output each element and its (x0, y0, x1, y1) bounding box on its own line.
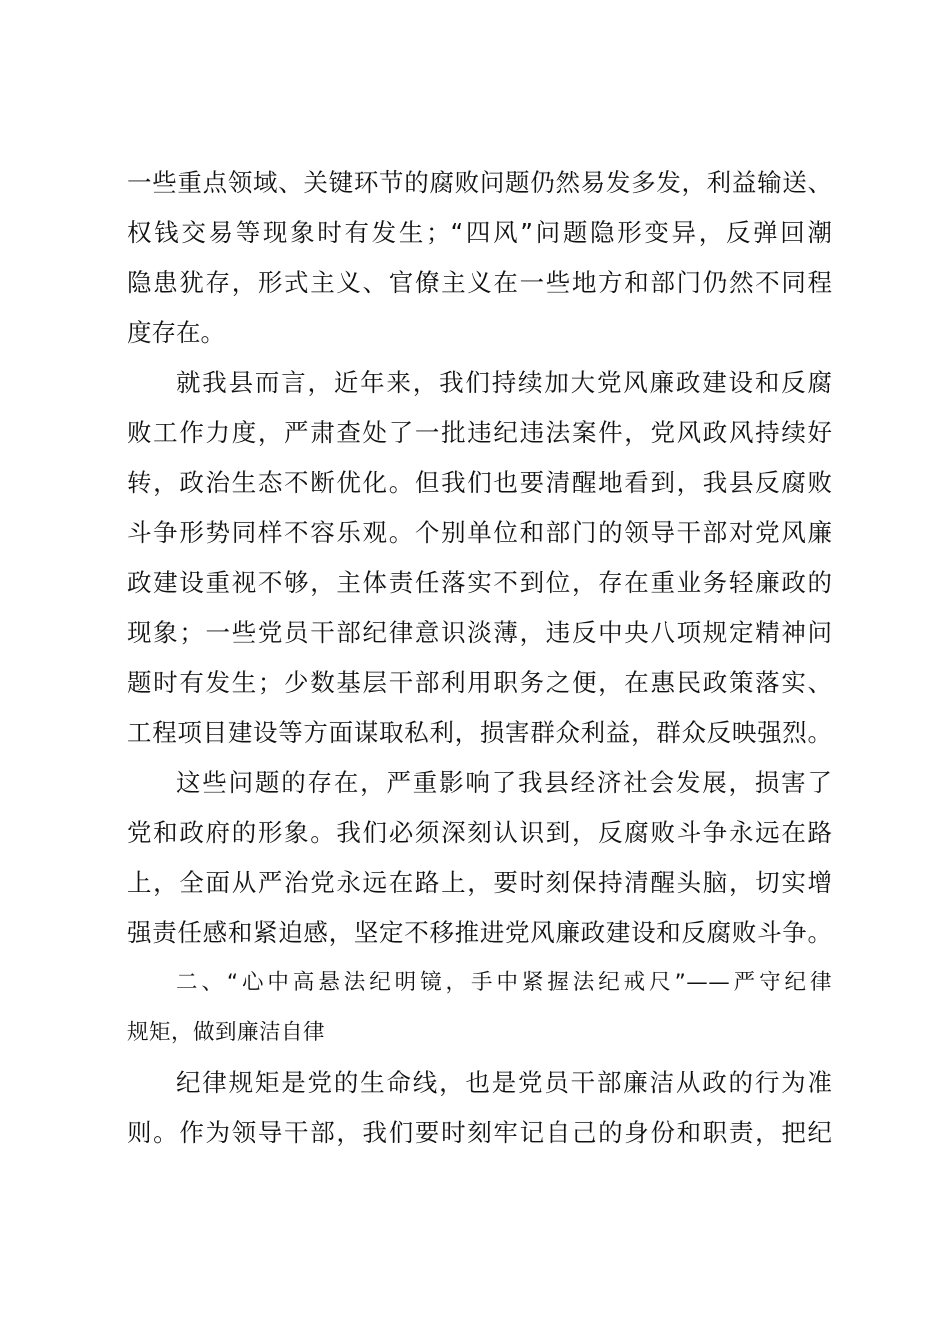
body-text-line: 上，全面从严治党永远在路上，要时刻保持清醒头脑，切实增 (127, 868, 832, 897)
body-text-line: 斗争形势同样不容乐观。个别单位和部门的领导干部对党风廉 (127, 518, 832, 547)
paragraph-first-line: 这些问题的存在，严重影响了我县经济社会发展，损害了 (176, 768, 832, 797)
body-text-line: 则。作为领导干部，我们要时刻牢记自己的身份和职责，把纪 (127, 1118, 832, 1147)
body-text-line: 现象；一些党员干部纪律意识淡薄，违反中央八项规定精神问 (127, 618, 832, 647)
section-heading-continued: 规矩，做到廉洁自律 (127, 1020, 326, 1045)
section-heading: 二、“心中高悬法纪明镜，手中紧握法纪戒尺”——严守纪律 (176, 970, 832, 995)
body-text-line: 强责任感和紧迫感，坚定不移推进党风廉政建设和反腐败斗争。 (127, 918, 832, 947)
body-text-line: 题时有发生；少数基层干部利用职务之便，在惠民政策落实、 (127, 668, 832, 697)
body-text-line: 工程项目建设等方面谋取私利，损害群众利益，群众反映强烈。 (127, 718, 832, 747)
body-text-line: 一些重点领域、关键环节的腐败问题仍然易发多发，利益输送、 (127, 168, 832, 197)
body-text-line: 党和政府的形象。我们必须深刻认识到，反腐败斗争永远在路 (127, 818, 832, 847)
body-text-line: 度存在。 (127, 318, 225, 347)
body-text-line: 败工作力度，严肃查处了一批违纪违法案件，党风政风持续好 (127, 418, 832, 447)
body-text-line: 转，政治生态不断优化。但我们也要清醒地看到，我县反腐败 (127, 468, 832, 497)
paragraph-first-line: 纪律规矩是党的生命线，也是党员干部廉洁从政的行为准 (176, 1068, 832, 1097)
paragraph-first-line: 就我县而言，近年来，我们持续加大党风廉政建设和反腐 (176, 368, 832, 397)
body-text-line: 政建设重视不够，主体责任落实不到位，存在重业务轻廉政的 (127, 568, 832, 597)
body-text-line: 隐患犹存，形式主义、官僚主义在一些地方和部门仍然不同程 (127, 268, 832, 297)
document-body (127, 158, 832, 1158)
body-text-line: 权钱交易等现象时有发生；“四风”问题隐形变异，反弹回潮 (127, 218, 832, 247)
